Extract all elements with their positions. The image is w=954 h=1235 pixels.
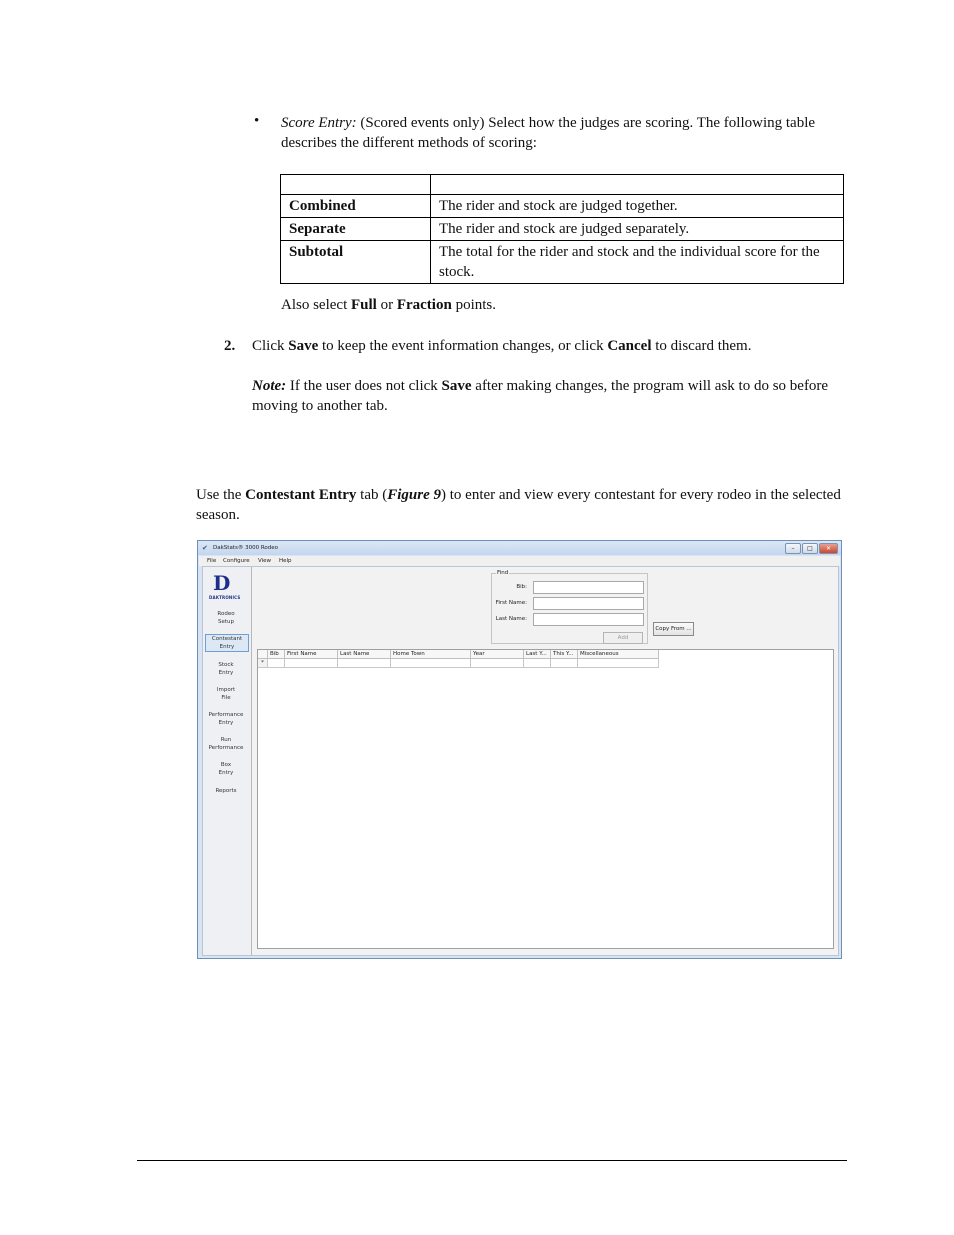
nav-label: Entry [218,670,234,676]
copy-from-button[interactable]: Copy From ... [653,622,694,636]
fraction-term: Fraction [396,297,452,313]
first-name-label: First Name: [495,600,527,606]
nav-label: Import [216,687,236,693]
method-cell: Combined [281,195,431,218]
maximize-button[interactable]: □ [802,543,818,554]
nav-label: Entry [218,720,234,726]
table-header-row [281,175,844,195]
note-paragraph [252,376,847,416]
daktronics-logo [209,573,247,599]
bib-label: Bib: [516,584,527,590]
nav-label: Entry [218,770,234,776]
table-header-cell [281,175,431,195]
nav-label: Setup [217,619,234,625]
column-header-this-year[interactable]: This Y... [551,650,578,659]
cancel-term: Cancel [607,338,652,354]
client-area [202,566,839,956]
table-header-cell [431,175,844,195]
window-title: DakStats® 3000 Rodeo [213,545,279,551]
text-span: Also select [281,297,351,313]
nav-label: Performance [208,745,244,751]
figure-reference: Figure 9 [387,487,441,503]
grid-cell[interactable] [471,659,524,668]
nav-label: Contestant [211,636,243,642]
app-icon: ✔ [202,544,208,552]
title-bar [198,541,841,555]
column-header-year[interactable]: Year [471,650,524,659]
bullet-marker: • [254,113,260,129]
first-name-input[interactable] [533,597,644,610]
text-span: points. [451,297,496,313]
step-2-paragraph [252,336,852,356]
grid-cell[interactable] [391,659,471,668]
bib-input[interactable] [533,581,644,594]
text-span: ) to enter and view every contestant for every rodeo in the selected season. [196,487,841,523]
nav-label: Reports [215,788,237,794]
contestant-grid[interactable] [257,649,834,949]
contestant-entry-intro [196,485,846,525]
full-term: Full [350,297,377,313]
score-entry-paragraph [281,113,846,153]
column-header-last-name[interactable]: Last Name [338,650,391,659]
grid-cell[interactable] [551,659,578,668]
menu-bar [199,556,840,566]
grid-cell[interactable] [338,659,391,668]
table-row [281,218,844,241]
score-entry-label: Score Entry: [281,115,357,131]
description-cell: The total for the rider and stock and the individual score for the stock. [431,241,844,284]
text-span: after making changes, the program will ask to do so before moving to another tab. [252,378,829,414]
grid-cell[interactable] [578,659,659,668]
text-span: Click [252,338,289,354]
nav-label: Box [220,762,232,768]
nav-stock-entry[interactable] [205,661,247,677]
grid-cell[interactable] [268,659,285,668]
grid-cell[interactable] [285,659,338,668]
step-number: 2. [224,338,236,354]
nav-label: Performance [208,712,244,718]
column-header-bib[interactable]: Bib [268,650,285,659]
column-header-home-town[interactable]: Home Town [391,650,471,659]
sidebar [203,567,252,955]
nav-run-performance[interactable] [205,736,247,752]
app-window-screenshot [197,540,842,959]
column-header-last-year[interactable]: Last Y... [524,650,551,659]
nav-label: Entry [219,644,235,650]
scoring-methods-table [280,174,844,284]
text-span: to keep the event information changes, or click [318,338,608,354]
table-row [281,195,844,218]
nav-label: Rodeo [217,611,235,617]
text-span: If the user does not click [286,378,442,394]
menu-configure[interactable]: Configure [223,558,250,564]
nav-import-file[interactable] [205,686,247,702]
text-span: Use the [196,487,246,503]
menu-view[interactable]: View [258,558,272,564]
nav-box-entry[interactable] [205,761,247,777]
last-name-input[interactable] [533,613,644,626]
table-row [281,241,844,284]
note-label: Note: [252,378,287,394]
nav-label: File [221,695,231,701]
save-term: Save [441,378,472,394]
column-header-miscellaneous[interactable]: Miscellaneous [578,650,659,659]
description-cell: The rider and stock are judged together. [431,195,844,218]
find-legend: Find [497,570,509,576]
text-span: or [376,297,397,313]
logo-text: DAKTRONICS [209,595,241,600]
also-select-paragraph [281,295,496,315]
logo-mark: D [213,571,231,595]
save-term: Save [288,338,319,354]
method-cell: Separate [281,218,431,241]
footer-rule [137,1160,847,1161]
text-span: to discard them. [651,338,752,354]
nav-contestant-entry[interactable] [205,634,249,652]
grid-cell[interactable] [524,659,551,668]
add-button[interactable]: Add [603,632,643,644]
method-cell: Subtotal [281,241,431,284]
nav-label: Run [220,737,232,743]
score-entry-text: (Scored events only) Select how the judges are scoring. The following table describes the different methods of scoring: [281,115,816,151]
description-cell: The rider and stock are judged separately. [431,218,844,241]
contestant-entry-term: Contestant Entry [245,487,357,503]
new-row-marker: * [258,659,268,668]
row-header-corner [258,650,268,659]
nav-reports[interactable] [205,787,247,795]
nav-performance-entry[interactable] [205,711,247,727]
nav-rodeo-setup[interactable] [205,610,247,626]
nav-label: Stock [218,662,234,668]
find-group [491,570,648,644]
minimize-button[interactable]: – [785,543,801,554]
text-span: tab ( [356,487,388,503]
last-name-label: Last Name: [495,616,527,622]
menu-help[interactable]: Help [279,558,292,564]
close-button[interactable]: ✕ [819,543,838,554]
menu-file[interactable]: File [207,558,217,564]
column-header-first-name[interactable]: First Name [285,650,338,659]
